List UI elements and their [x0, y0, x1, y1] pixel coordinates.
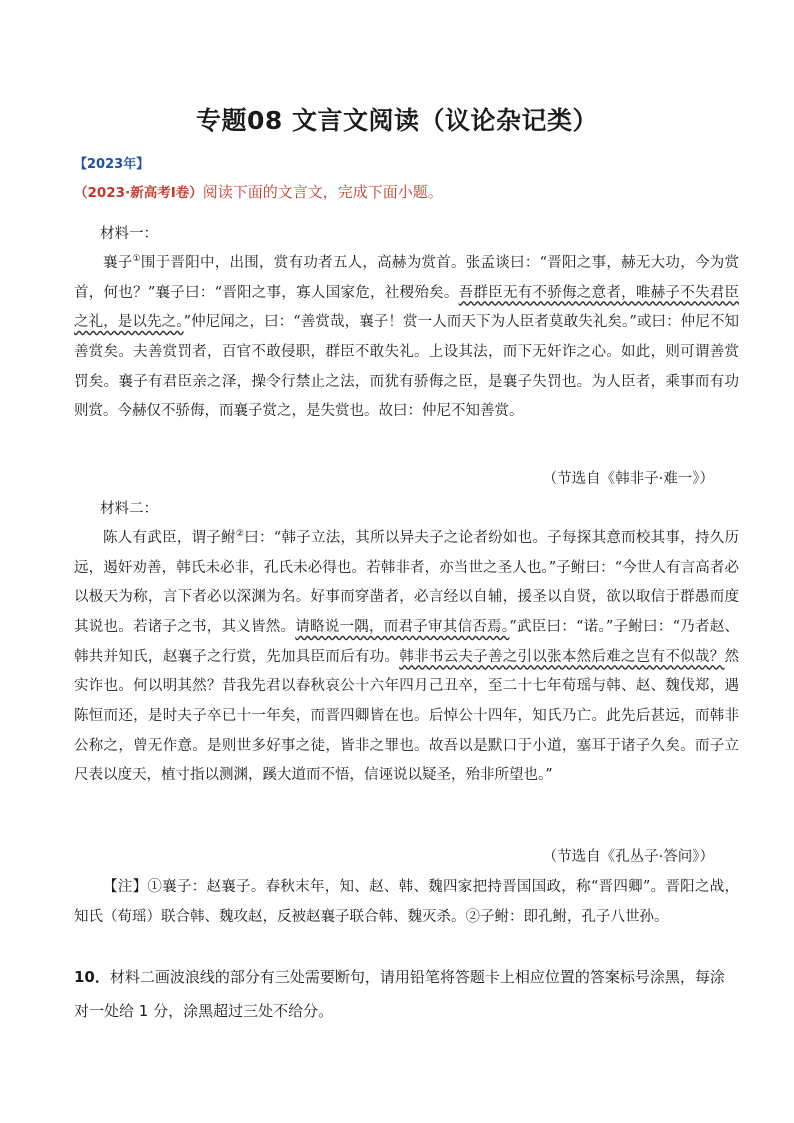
underlined-text: 吾群臣无有不骄侮之意者，唯赫子不失君臣之礼，是以先之。 — [74, 284, 740, 331]
footnote-marker: ② — [235, 529, 245, 539]
text-segment: 曰：“韩子立法，其所以异夫子之论者纷如也。子每探其意而校其事，持久历远，遏奸劝善，韩氏未必非，孔氏未必得也。若韩非者，亦当世之圣人也。”子鲋曰：“今世人有言高者必以极天为称，言下者必以深渊为名。好事而穿凿者，必言经以自辅，援圣以自贤，欲以取信于群愚而度其说也。若诸子之书，其义皆然。 — [74, 529, 739, 635]
question-intro — [74, 181, 443, 202]
text-segment: 襄子 — [103, 254, 133, 271]
footnote — [74, 872, 739, 932]
material1-source: （节选自《韩非子·难一》） — [542, 471, 714, 487]
footnote-text: 【注】①襄子：赵襄子。春秋末年，知、赵、韩、魏四家把持晋国国政，称“晋四卿”。晋阳之战，知氏（荀瑶）联合韩、魏攻赵，反被赵襄子联合韩、魏灭杀。②子鲋：即孔鲋，孔子八世孙。 — [74, 879, 739, 925]
year-tag: 【2023年】 — [74, 157, 150, 172]
text-segment: ”武臣曰：“诺。”子鲋曰：“乃者赵、韩共并知氏，赵襄子之行赏，先加具臣而后有功。 — [74, 618, 739, 665]
question-number: 10． — [74, 968, 110, 986]
question-instruction: 阅读下面的文言文，完成下面小题。 — [202, 183, 443, 201]
text-segment: 陈人有武臣，谓子鲋 — [103, 529, 236, 546]
material2-paragraph — [74, 520, 739, 791]
footnote-marker: ① — [132, 254, 141, 264]
underlined-text: 请略说一隅，而君子审其信否焉。 — [295, 618, 510, 635]
text-segment: 围于晋阳中，出围，赏有功者五人，高赫为赏首。张孟谈曰：“晋阳之事，赫无大功，今为赏首，何也？”襄子曰：“晋阳之事，寡人国家危，社稷殆矣。 — [74, 254, 739, 301]
material1-text — [74, 245, 739, 427]
material2-source: （节选自《孔丛子·答问》） — [542, 849, 714, 865]
question-text: 材料二画波浪线的部分有三处需要断句，请用铅笔将答题卡上相应位置的答案标号涂黑，每涂对一处给 1 分，涂黑超过三处不给分。 — [74, 968, 725, 1020]
material1-paragraph — [74, 245, 739, 427]
material1-label: 材料一： — [100, 226, 158, 242]
material2-label: 材料二： — [100, 501, 158, 517]
page-title: 专题08 文言文阅读（议论杂记类） — [196, 106, 598, 135]
underlined-text: 韩非书云夫子善之引以张本然后难之岂有不似哉？ — [399, 648, 725, 665]
question-10 — [74, 960, 739, 1028]
text-segment: 然实诈也。何以明其然？昔我先君以春秋哀公十六年四月己丑卒，至二十七年荀瑶与韩、赵、魏伐郑，遇陈恒而还，是时夫子卒已十一年矣，而晋四卿皆在也。后悼公十四年，知氏乃亡。此先后甚远，而韩非公称之，曾无作意。是则世多好事之徒，皆非之罪也。故吾以是默口于小道，塞耳于诸子久矣。而子立尺表以度天，植寸指以测渊，蹊大道而不悟，信诬说以疑圣，殆非所望也。” — [74, 648, 739, 784]
question-source: （2023·新高考Ⅰ卷） — [74, 185, 203, 201]
text-segment: ”仲尼闻之，曰：“善赏哉，襄子！赏一人而天下为人臣者莫敢失礼矣。”或曰：仲尼不知善赏矣。夫善赏罚者，百官不敢侵职，群臣不敢失礼。上设其法，而下无奸诈之心。如此，则可谓善赏罚矣。襄子有君臣亲之泽，操令行禁止之法，而犹有骄侮之臣，是襄子失罚也。为人臣者，乘事而有功则赏。今赫仅不骄侮，而襄子赏之，是失赏也。故曰：仲尼不知善赏。 — [74, 314, 739, 420]
material2-text — [74, 520, 739, 791]
